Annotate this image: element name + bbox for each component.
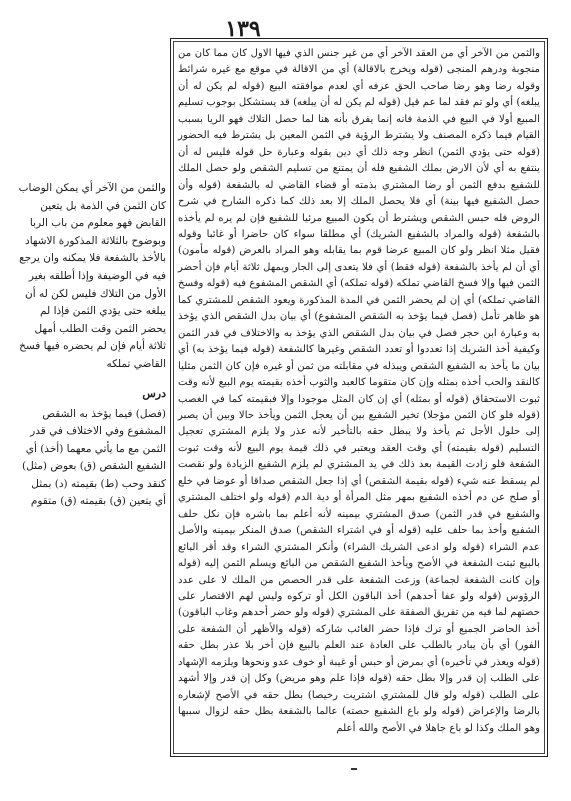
margin-commentary	[18, 180, 166, 370]
page-footer-mark	[351, 768, 357, 770]
margin-note-text: (فصل) فيما يؤخذ به الشقص المشفوع وفي الاختلاف في قدر الثمن مع ما يأتي معهما (أخذ) أي الشفيع الشقص (ق) بعوض (مثل) كنقد وحب (ط) بقيمته (د) بمثل أي يتعين (ق) بقيمته (ق) متقوم	[22, 408, 166, 508]
margin-note	[18, 406, 166, 566]
main-text-paragraph: والثمن من الآخر أي من العقد الآخر أي من غير جنس الذي فيها الاول كان مما كان من منجوبة ودرهم المنجى (قوله ويخرج بالاقالة) أي من الاقالة في موقع مع غيره شرائط وقوله رضا وهو رضا صاحب الحق عرفه أي لعدم موافقته البيع (قوله لم يكن له أن يبلغه) أي ولو تم فقد لما عم قيل (قوله لم يكن له أن يبلغه) قد يستشكل بوجوب تسليم المبيع أولا في البيع في الذمة فانه إنما يفرق بأنه هنا لما حصل التلاك فهو الريا بسبب القيام فيما ذكره المصنف ولا يشترط الرؤية في الثمن المعين بل يشترط فيه الحضور (قوله حتى يؤدي الثمن) انظر وجه ذلك أي دين بقوله وعبارة حل قوله فليس له أن ينتفع به أي لأن الارض بملك الشفيع فله أن يمتنع من تسليم الشقص ولو حصل الملك للشفيع بدفع الثمن أو رضا المشتري بذمته أو قضاء القاضي له بالشفعة (قوله وأن حصل الشفيع فيها بينة) أي فلا يحصل الملك إلا بعد ذلك كما ذكره الشارح في شرح الروض فله حبس الشقص ويشترط أن يكون المبيع مرئيا للشفيع فإن لم يره لم يأخذه بالشفعة (قوله والمراد بالشفيع الشريك) أي مطلقا سواء كان حاضرا أو غائبا وقوله فقيل مثلا انظر ولو كان المبيع عرضا قوم بما يقابله وهو المراد بالعرض (قوله مأمون) أي أن لم يأخذ بالشفعة (قوله فقط) أي فلا يتعدى إلى الجار ويمهل ثلاثة أيام فإن أحضر الثمن فيها وإلا فسخ القاضي تملكه (قوله تملكه) أي الشقص المشفوع فيه (قوله وفسخ القاضي تملكه) أي إن لم يحضر الثمن في المدة المذكورة ويعود الشقص للمشتري كما هو ظاهر تأمل (فصل فيما يؤخذ به الشقص المشفوع) أي بيان بدل الشقص الذي يؤخذ به وعبارة ابن حجر فصل في بيان بدل الشقص الذي يؤخذ به والاختلاف في قدر الثمن وكيفية أخذ الشريك إذا تعددوا أو تعدد الشقص وغيرها كالشفعة (قوله فيما يؤخذ به) أي بيان ما يأخذ به الشفيع الشقص ويبذله في مقابلته من ثمن أو غيره فإن كان الثمن مثليا كالنقد والحب أخذه بمثله وإن كان متقوما كالعبد والثوب أخذه بقيمته يوم البيع لأنه وقت ثبوت الاستحقاق (قوله أو بمثله) أي إن كان المثل موجودا وإلا فبقيمته كما في الغصب (قوله فلو كان الثمن مؤجلا) تخير الشفيع بين أن يعجل الثمن ويأخذ حالا وبين أن يصبر إلى حلول الأجل ثم يأخذ ولا يبطل حقه بالتأخير لأنه عذر ولا يلزم المشتري تعجيل التسليم (قوله بقيمته) أي وقت العقد ويعتبر في ذلك قيمة يوم البيع لأنه وقت ثبوت الشفعة فلو زادت القيمة بعد ذلك في يد المشتري لم يلزم الشفيع الزيادة ولو نقصت لم يسقط عنه شيء (قوله بقيمة الشقص) أي إذا جعل الشقص صداقا أو عوضا في خلع أو صلح عن دم أخذه الشفيع بمهر مثل المرأة أو دية الدم (قوله ولو اختلف المشتري والشفيع في قدر الثمن) صدق المشتري بيمينه لأنه أعلم بما باشره فإن نكل حلف الشفيع وأخذ بما حلف عليه (قوله أو في اشتراء الشقص) صدق المنكر بيمينه والأصل عدم الشراء (قوله ولو ادعى الشريك الشراء) وأنكر المشتري الشراء وقد أقر البائع بالبيع ثبتت الشفعة في الأصح ويأخذ الشفيع الشقص من البائع ويسلم الثمن إليه (قوله وإن كانت الشفعة لجماعة) وزعت الشفعة على قدر الحصص من الملك لا على عدد الرؤوس (قوله ولو عفا أحدهم) أخذ الباقون الكل أو تركوه وليس لهم الاقتصار على حصتهم لما فيه من تفريق الصفقة على المشتري (قوله ولو حضر أحدهم وغاب الباقون) أخذ الحاضر الجميع أو ترك فإذا حضر الغائب شاركه (قوله والأظهر أن الشفعة على الفور) أي بأن يبادر بالطلب على العادة عند العلم بالبيع فإن أخر بلا عذر بطل حقه (قوله ويعذر في تأخيره) أي بمرض أو حبس أو غيبة أو خوف عدو ونحوها ويلزمه الإشهاد على الطلب إن قدر وإلا بطل حقه (قوله فإذا علم وهو مريض) وكل إن قدر وإلا أشهد على الطلب (قوله ولو قال للمشتري اشتريت رخيصا) بطل حقه في الأصح لإشعاره بالرضا والإعراض (قوله ولو باع الشفيع حصته) عالما بالشفعة بطل حقه لزوال سببها وهو الملك وكذا لو باع جاهلا في الأصح والله أعلم	[178, 48, 540, 734]
page-number: ١٣٩	[225, 16, 261, 42]
main-text-block	[178, 46, 540, 749]
margin-lesson-label: درس	[142, 387, 166, 400]
margin-commentary-text: والثمن من الآخر أي يمكن الوضاب كان الثمن في الذمة بل يتعين القابض فهو معلوم من باب الربا وبوضوح بالثلاثة المذكورة الاشهاد بالأخذ بالشفعة فلا يمكنه وان يرجع فيه في الوضيفة وإذا أطلقه بغير الأول من التلاك فليس لكن له أن يبلغه حتى يؤدي الثمن فإذا لم يحضر الثمن وقت الطلب أمهل ثلاثة أيام فإن لم يحضره فيها فسخ القاضي تملكه	[18, 182, 166, 370]
